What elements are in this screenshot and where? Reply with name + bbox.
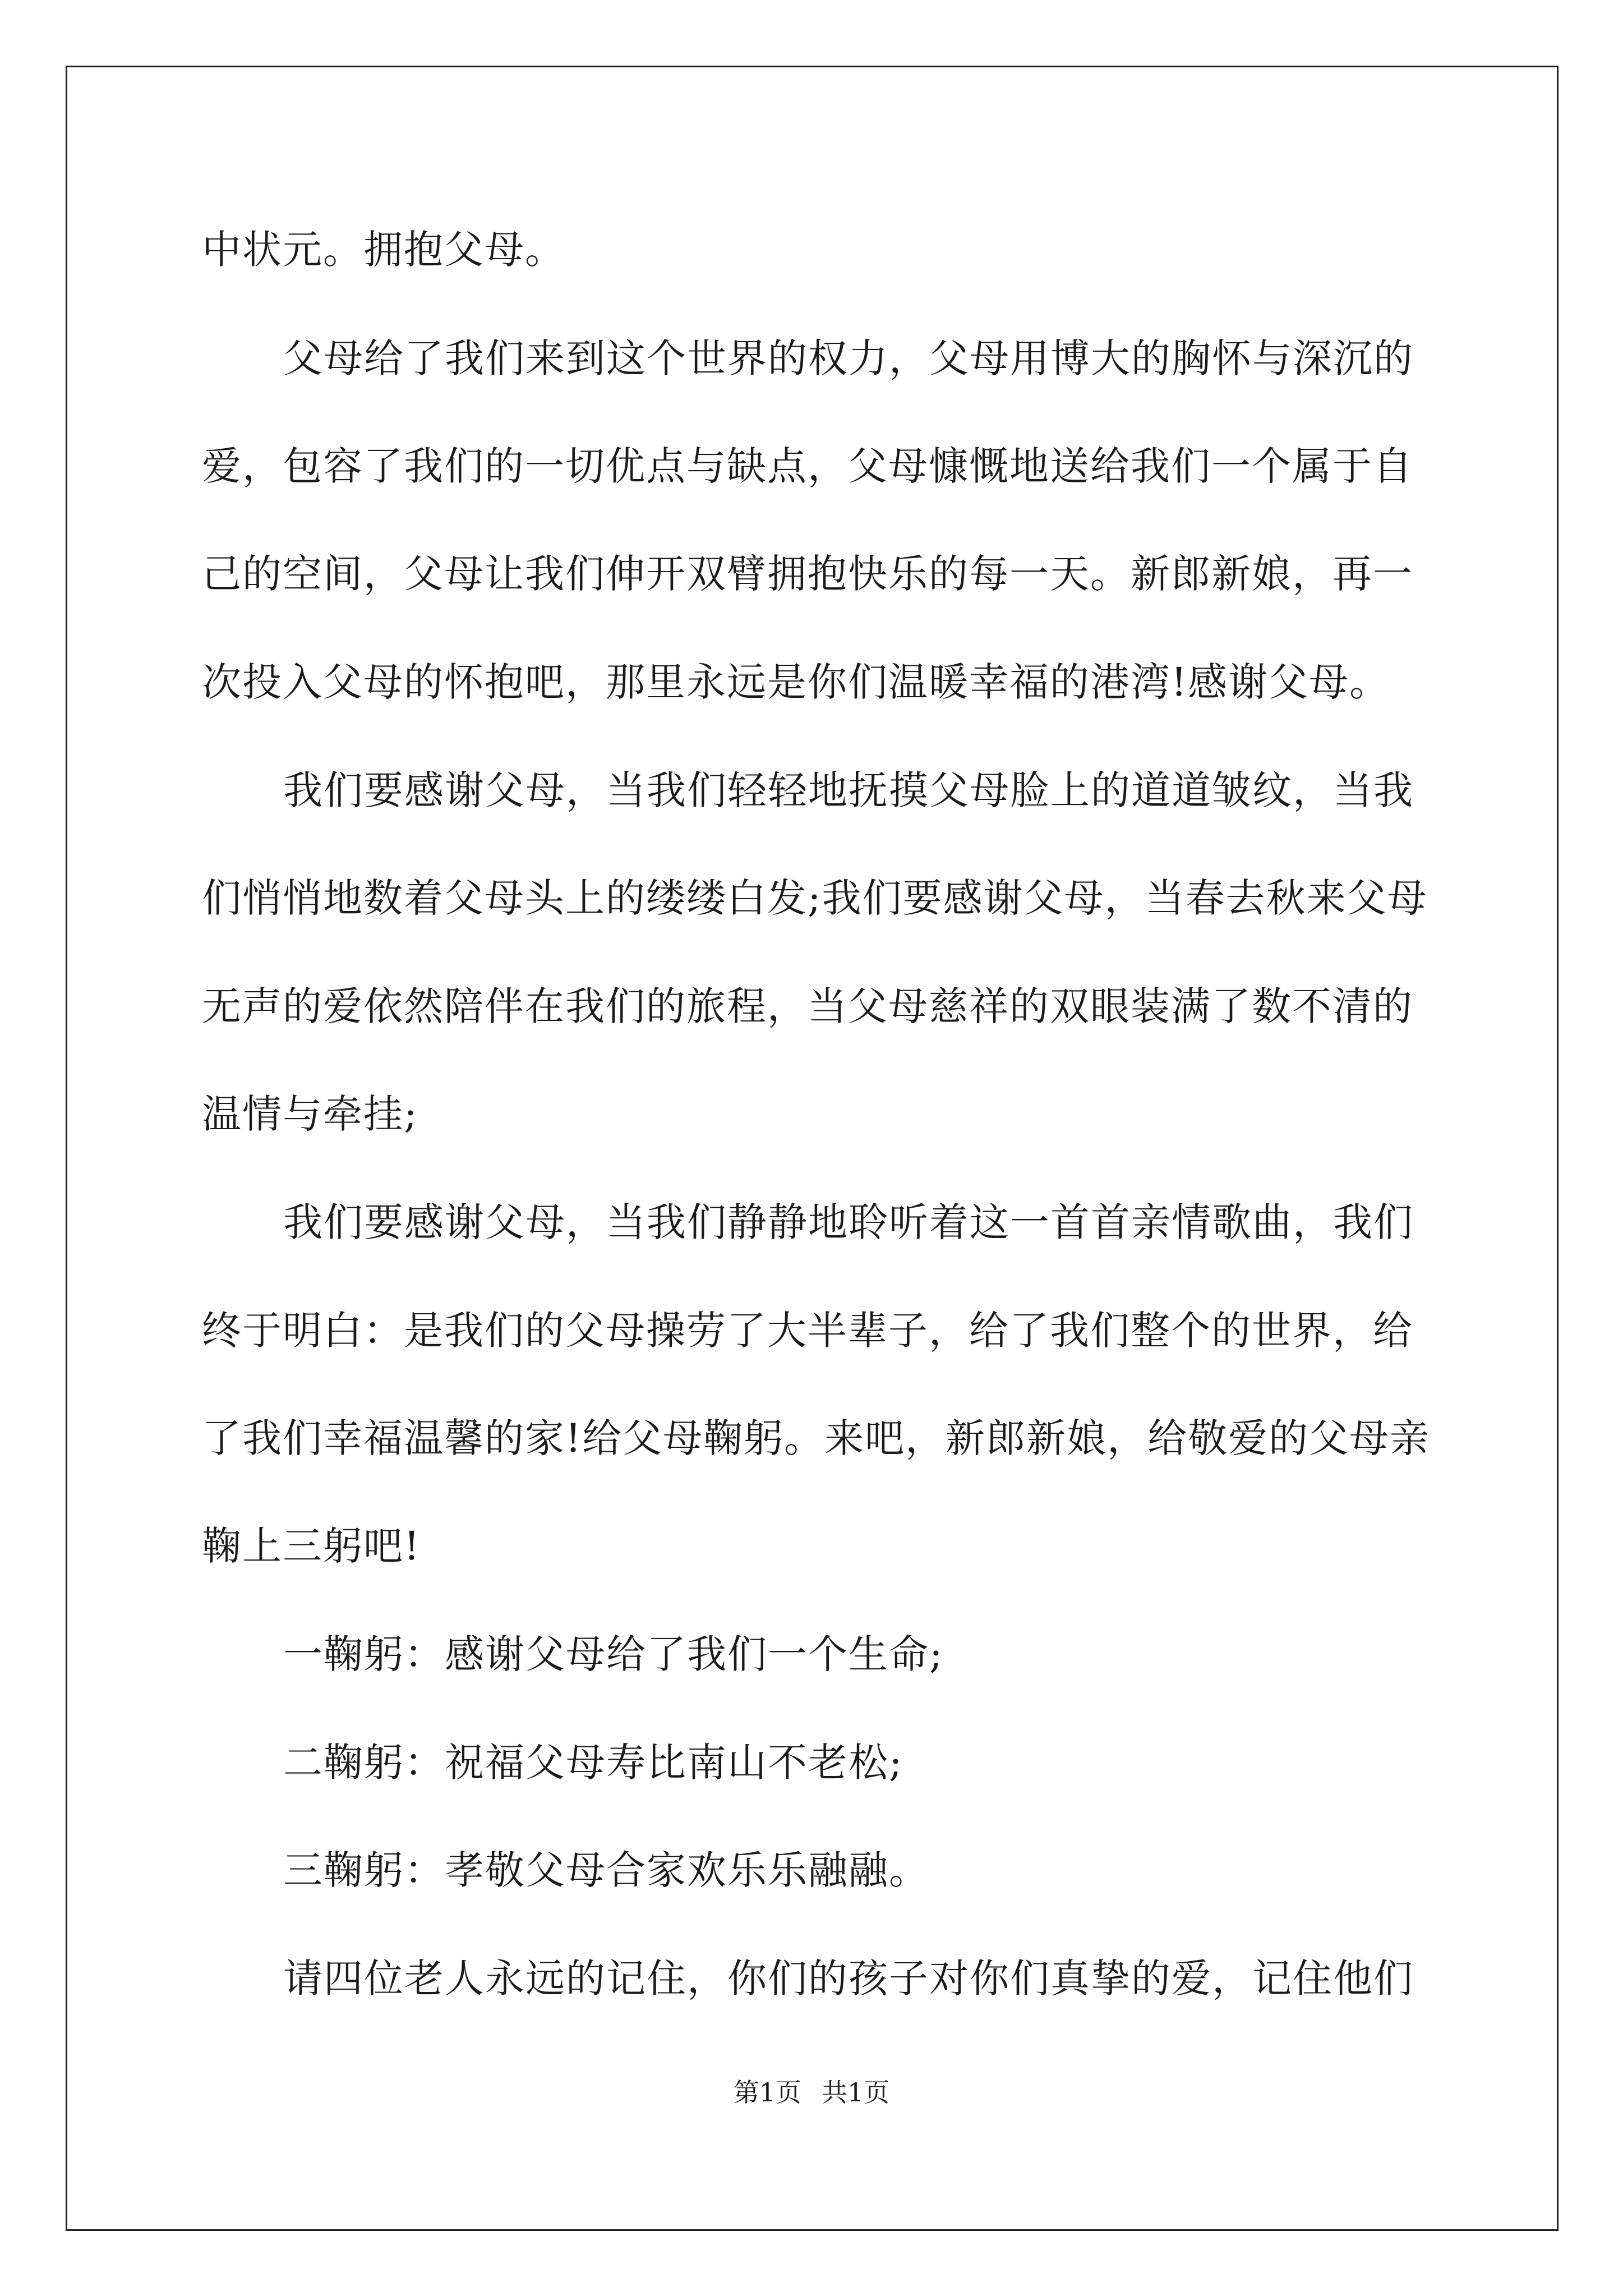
text-line: 父母给了我们来到这个世界的权力，父母用博大的胸怀与深沉的	[283, 335, 1414, 381]
page-number-total: 共1页	[822, 2077, 890, 2108]
text-line: 了我们幸福温馨的家!给父母鞠躬。来吧，新郎新娘，给敬爱的父母亲	[202, 1415, 1431, 1461]
text-line: 次投入父母的怀抱吧，那里永远是你们温暖幸福的港湾!感谢父母。	[202, 659, 1390, 705]
page-border	[66, 66, 1559, 2231]
text-line: 鞠上三躬吧!	[202, 1523, 421, 1569]
text-line: 一鞠躬：感谢父母给了我们一个生命;	[283, 1631, 944, 1677]
text-line: 二鞠躬：祝福父母寿比南山不老松;	[283, 1740, 903, 1786]
page-footer	[0, 2076, 1623, 2109]
text-line: 们悄悄地数着父母头上的缕缕白发;我们要感谢父母，当春去秋来父母	[202, 875, 1428, 921]
text-line: 终于明白：是我们的父母操劳了大半辈子，给了我们整个的世界，给	[202, 1308, 1413, 1354]
text-line: 中状元。拥抱父母。	[202, 227, 565, 273]
text-line: 我们要感谢父母，当我们轻轻地抚摸父母脸上的道道皱纹，当我	[283, 767, 1414, 813]
text-line: 三鞠躬：孝敬父母合家欢乐乐融融。	[283, 1847, 929, 1893]
text-line: 己的空间，父母让我们伸开双臂拥抱快乐的每一天。新郎新娘，再一	[202, 551, 1413, 597]
text-line: 温情与牵挂;	[202, 1091, 418, 1137]
text-line: 爱，包容了我们的一切优点与缺点，父母慷慨地送给我们一个属于自	[202, 443, 1413, 489]
text-line: 无声的爱依然陪伴在我们的旅程，当父母慈祥的双眼装满了数不清的	[202, 983, 1413, 1029]
page-number-current: 第1页	[733, 2077, 801, 2108]
text-line: 请四位老人永远的记住，你们的孩子对你们真挚的爱，记住他们	[283, 1955, 1414, 2001]
text-line: 我们要感谢父母，当我们静静地聆听着这一首首亲情歌曲，我们	[283, 1199, 1414, 1245]
